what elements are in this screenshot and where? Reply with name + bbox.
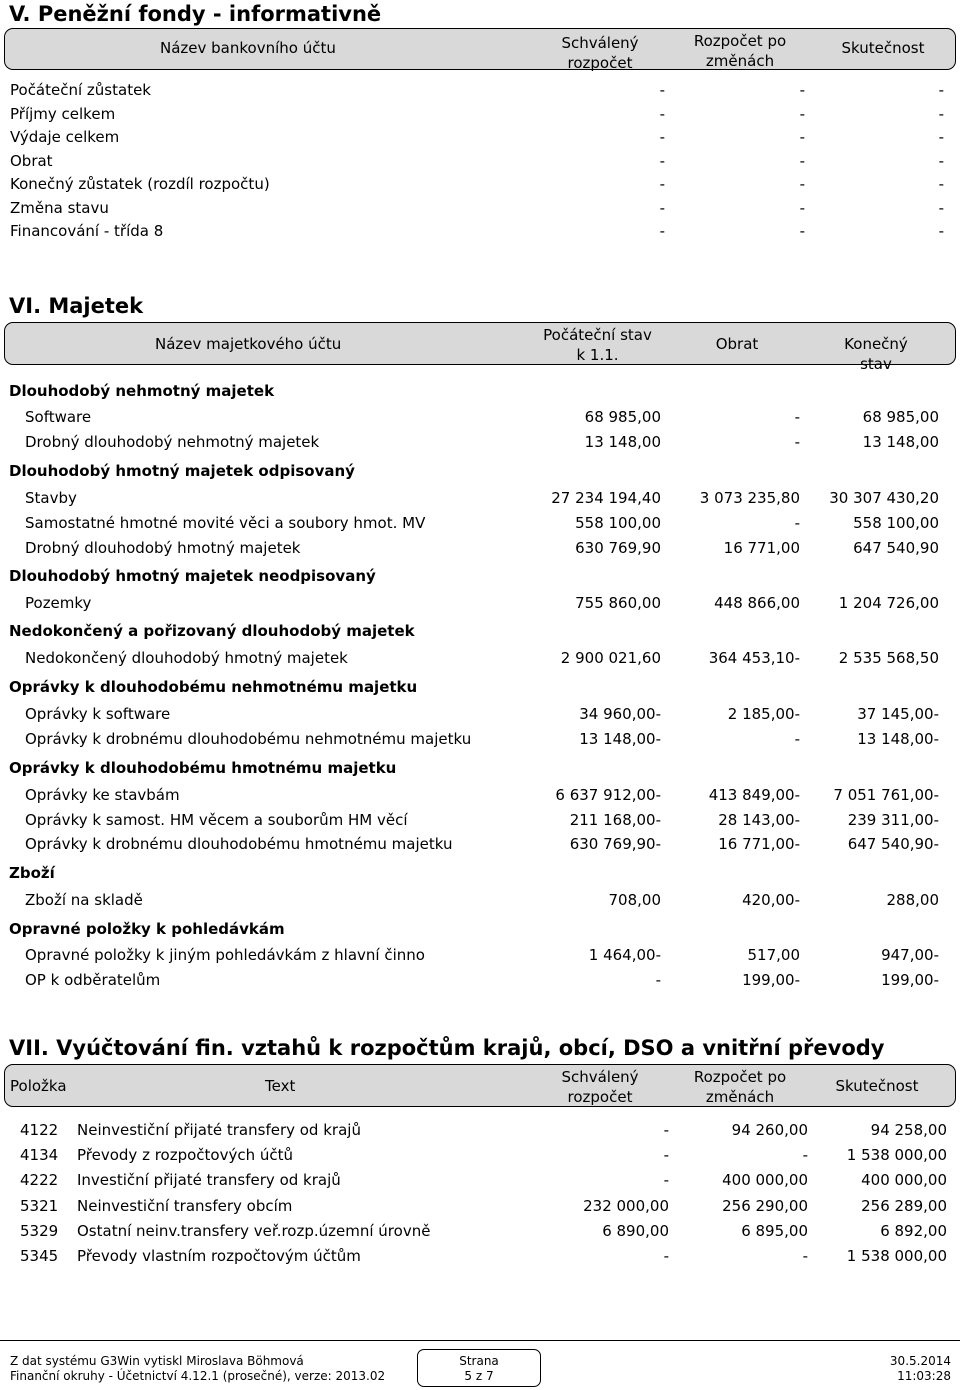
item-value: - [663,1247,669,1265]
row-value: - [659,81,665,99]
item-code: 5329 [20,1222,59,1240]
asset-value: - [794,433,800,451]
section-7-header [4,1064,956,1107]
item-code: 4134 [20,1146,59,1164]
asset-value: 1 204 726,00 [838,594,939,612]
section-5-title: V. Peněžní fondy - informativně [9,2,382,26]
asset-value: 558 100,00 [853,514,939,532]
asset-value: 68 985,00 [862,408,939,426]
item-value: 94 258,00 [870,1121,947,1139]
item-value: 256 289,00 [861,1197,947,1215]
group-heading: Dlouhodobý nehmotný majetek [9,382,275,400]
asset-label: Opravné položky k jiným pohledávkám z hlavní činno [25,946,425,964]
sec7-col-after-changes: Rozpočet po změnách [693,1068,787,1106]
item-code: 4222 [20,1171,59,1189]
item-value: 1 538 000,00 [846,1247,947,1265]
asset-value: 3 073 235,80 [699,489,800,507]
asset-value: 211 168,00- [569,811,661,829]
row-value: - [659,175,665,193]
row-value: - [799,152,805,170]
asset-value: 413 849,00- [708,786,800,804]
row-value: - [938,222,944,240]
footer-page-number: 5 z 7 [464,1369,494,1383]
asset-value: 2 535 568,50 [838,649,939,667]
row-value: - [659,152,665,170]
section-7-title: VII. Vyúčtování fin. vztahů k rozpočtům krajů, obcí, DSO a vnitřní převody [9,1036,885,1060]
section-6-header [4,322,956,365]
asset-value: 755 860,00 [575,594,661,612]
row-value: - [938,152,944,170]
row-label: Financování - třída 8 [10,222,164,240]
asset-value: 288,00 [886,891,939,909]
item-value: - [663,1171,669,1189]
row-value: - [799,105,805,123]
footer-divider [0,1340,960,1341]
asset-label: Oprávky k drobnému dlouhodobému nehmotnému majetku [25,730,472,748]
asset-value: 68 985,00 [584,408,661,426]
group-heading: Opravné položky k pohledávkám [9,920,285,938]
section-5-header [4,28,956,70]
sec5-col-account: Název bankovního účtu [160,39,336,57]
footer-printed-by: Z dat systému G3Win vytiskl Miroslava Böhmová [10,1354,304,1368]
row-value: - [938,199,944,217]
asset-value: 630 769,90 [575,539,661,557]
row-label: Počáteční zůstatek [10,81,151,99]
asset-value: 630 769,90- [569,835,661,853]
item-text: Ostatní neinv.transfery veř.rozp.územní úrovně [77,1222,431,1240]
sec6-col-account: Název majetkového účtu [155,335,342,353]
asset-label: Nedokončený dlouhodobý hmotný majetek [25,649,348,667]
item-code: 5345 [20,1247,59,1265]
row-value: - [659,105,665,123]
group-heading: Dlouhodobý hmotný majetek odpisovaný [9,462,355,480]
row-value: - [659,128,665,146]
asset-value: 28 143,00- [718,811,800,829]
row-label: Obrat [10,152,53,170]
asset-value: 2 900 021,60 [560,649,661,667]
group-heading: Zboží [9,864,55,882]
row-value: - [799,128,805,146]
item-value: 6 890,00 [602,1222,669,1240]
asset-value: 13 148,00- [579,730,661,748]
item-value: - [663,1146,669,1164]
item-code: 5321 [20,1197,59,1215]
asset-value: 199,00- [742,971,800,989]
asset-value: 517,00 [747,946,800,964]
asset-label: Stavby [25,489,77,507]
asset-value: 708,00 [608,891,661,909]
item-text: Neinvestiční přijaté transfery od krajů [77,1121,361,1139]
asset-label: Drobný dlouhodobý nehmotný majetek [25,433,320,451]
asset-value: 2 185,00- [727,705,800,723]
asset-value: 7 051 761,00- [833,786,939,804]
sec6-col-closing: Konečný stav [844,335,908,373]
asset-value: 6 637 912,00- [555,786,661,804]
asset-label: Software [25,408,92,426]
asset-value: 37 145,00- [857,705,939,723]
row-value: - [799,175,805,193]
asset-value: 947,00- [881,946,939,964]
asset-value: - [794,408,800,426]
footer-module: Finanční okruhy - Účetnictví 4.12.1 (prosečné), verze: 2013.02 [10,1369,386,1383]
row-label: Změna stavu [10,199,109,217]
sec7-col-text: Text [265,1077,296,1095]
asset-value: 13 148,00- [857,730,939,748]
row-value: - [659,199,665,217]
group-heading: Dlouhodobý hmotný majetek neodpisovaný [9,567,376,585]
item-text: Investiční přijaté transfery od krajů [77,1171,341,1189]
asset-value: 364 453,10- [708,649,800,667]
asset-label: Samostatné hmotné movité věci a soubory hmot. MV [25,514,426,532]
item-code: 4122 [20,1121,59,1139]
sec5-col-after-changes: Rozpočet po změnách [693,32,787,70]
footer-time: 11:03:28 [897,1369,951,1383]
asset-value: - [794,730,800,748]
asset-value: 420,00- [742,891,800,909]
row-value: - [938,105,944,123]
row-value: - [938,81,944,99]
item-value: 6 892,00 [880,1222,947,1240]
asset-label: Oprávky k drobnému dlouhodobému hmotnému majetku [25,835,453,853]
row-value: - [799,222,805,240]
sec6-col-opening: Počáteční stav k 1.1. [543,326,652,364]
item-value: - [663,1121,669,1139]
item-value: 256 290,00 [722,1197,808,1215]
item-value: - [802,1146,808,1164]
asset-label: OP k odběratelům [25,971,161,989]
asset-value: 558 100,00 [575,514,661,532]
row-label: Výdaje celkem [10,128,120,146]
sec5-col-actual: Skutečnost [841,39,925,57]
footer-page-label: Strana [459,1354,499,1368]
sec6-col-turnover: Obrat [715,335,759,353]
asset-value: 199,00- [881,971,939,989]
row-value: - [799,199,805,217]
sec5-col-approved: Schválený rozpočet [561,34,639,72]
item-text: Převody vlastním rozpočtovým účtům [77,1247,361,1265]
item-text: Převody z rozpočtových účtů [77,1146,294,1164]
asset-value: 30 307 430,20 [829,489,939,507]
asset-value: 647 540,90 [853,539,939,557]
item-value: 6 895,00 [741,1222,808,1240]
asset-label: Oprávky k software [25,705,171,723]
item-value: 94 260,00 [731,1121,808,1139]
sec7-col-item: Položka [10,1077,67,1095]
asset-label: Oprávky ke stavbám [25,786,180,804]
asset-value: 647 540,90- [847,835,939,853]
asset-value: 16 771,00 [723,539,800,557]
item-value: 1 538 000,00 [846,1146,947,1164]
sec7-col-approved: Schválený rozpočet [561,1068,639,1106]
asset-value: 34 960,00- [579,705,661,723]
row-value: - [659,222,665,240]
asset-value: 448 866,00 [714,594,800,612]
section-6-title: VI. Majetek [9,294,144,318]
group-heading: Oprávky k dlouhodobému hmotnému majetku [9,759,397,777]
row-value: - [938,175,944,193]
asset-value: - [794,514,800,532]
asset-value: 13 148,00 [584,433,661,451]
sec7-col-actual: Skutečnost [835,1077,919,1095]
asset-value: 13 148,00 [862,433,939,451]
asset-value: - [655,971,661,989]
asset-label: Pozemky [25,594,92,612]
item-value: 400 000,00 [861,1171,947,1189]
group-heading: Oprávky k dlouhodobému nehmotnému majetku [9,678,418,696]
item-value: 232 000,00 [583,1197,669,1215]
row-value: - [799,81,805,99]
item-text: Neinvestiční transfery obcím [77,1197,293,1215]
asset-value: 1 464,00- [588,946,661,964]
footer-date: 30.5.2014 [889,1354,951,1368]
item-value: 400 000,00 [722,1171,808,1189]
row-value: - [938,128,944,146]
item-value: - [802,1247,808,1265]
asset-label: Zboží na skladě [25,891,143,909]
asset-label: Oprávky k samost. HM věcem a souborům HM věcí [25,811,408,829]
asset-value: 239 311,00- [847,811,939,829]
row-label: Konečný zůstatek (rozdíl rozpočtu) [10,175,270,193]
asset-label: Drobný dlouhodobý hmotný majetek [25,539,301,557]
asset-value: 27 234 194,40 [551,489,661,507]
group-heading: Nedokončený a pořizovaný dlouhodobý majetek [9,622,415,640]
row-label: Příjmy celkem [10,105,116,123]
asset-value: 16 771,00- [718,835,800,853]
